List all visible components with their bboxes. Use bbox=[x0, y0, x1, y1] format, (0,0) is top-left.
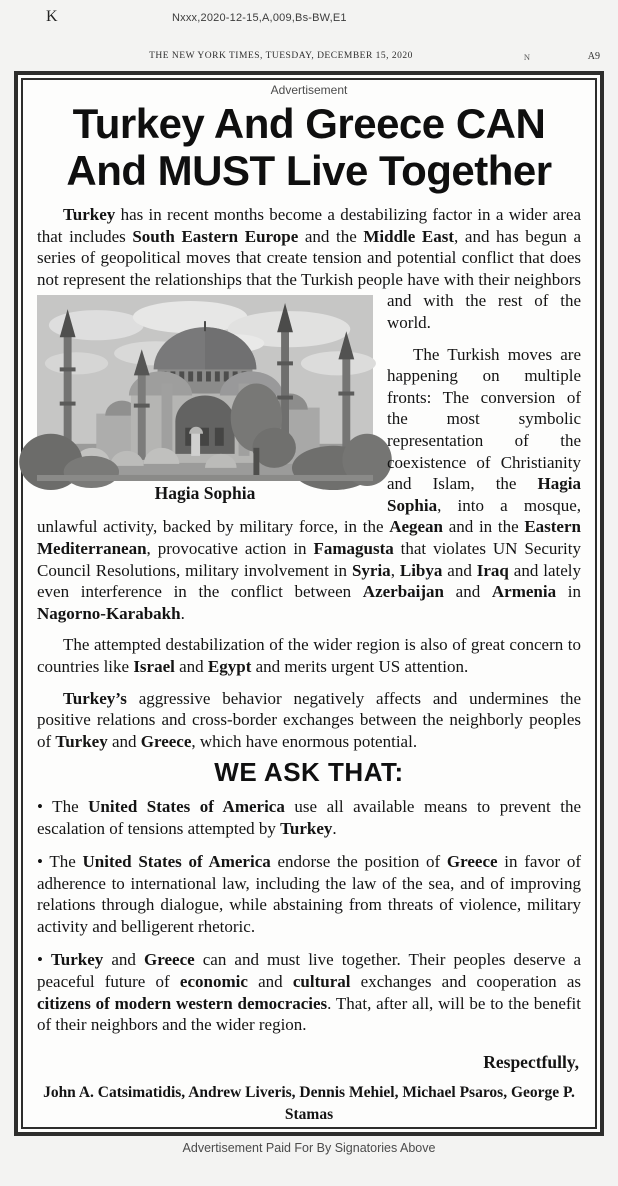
advertisement-label: Advertisement bbox=[270, 83, 348, 97]
advertisement-inner-frame bbox=[21, 78, 597, 1155]
paragraph-turkish-moves: The Turkish moves are happening on multiple fronts: The conversion of the most symbolic representation of the coexistence of Christianity and Islam, the Hagia Sophia, into a mosque, unlawful activity, backed by military force, in the Aegean and in the Eastern Mediterranean, provocative action in Famagusta that violates UN Security Council Resolutions, military involvement in Syria, Libya and Iraq and lately even interference in the conflict between Azerbaijan and Armenia in Nagorno-Karabakh. bbox=[37, 344, 582, 623]
ad-headline bbox=[37, 100, 581, 194]
ad-body bbox=[37, 204, 581, 1159]
respectfully-line: Respectfully, bbox=[483, 1051, 579, 1072]
page-header bbox=[0, 0, 618, 70]
bullet-endorse-greece: • The United States of America endorse the position of Greece in favor of adherence to international law, including the law of the sea, and of improving relations through dialogue, while abstaining from threats of violence, military activity and belligerent rhetoric. bbox=[37, 852, 581, 936]
print-slug: Nxxx,2020-12-15,A,009,Bs-BW,E1 bbox=[172, 12, 347, 24]
hagia-sophia-figure bbox=[37, 295, 373, 505]
paragraph-destabilization: The attempted destabilization of the wider region is also of great concern to countries like Israel and Egypt and merits urgent US attention. bbox=[37, 635, 581, 676]
signatories-line: John A. Catsimatidis, Andrew Liveris, Dennis Mehiel, Michael Psaros, George P. Stamas bbox=[43, 1084, 575, 1124]
masthead-title: THE NEW YORK TIMES, TUESDAY, DECEMBER 15, 2020 bbox=[149, 51, 413, 61]
hagia-sophia-photo bbox=[37, 295, 373, 481]
bullet-prevent-escalation: • The United States of America use all available means to prevent the escalation of tensions attempted by Turkey. bbox=[37, 796, 581, 838]
bullet-live-together: • Turkey and Greece can and must live together. Their peoples deserve a peaceful future of economic and cultural exchanges and cooperation as citizens of modern western democracies. That, after all, will be to the benefit of their neighbors and the wider region. bbox=[37, 950, 582, 1035]
edition-letter: N bbox=[523, 52, 530, 62]
ad-headline-line2: And MUST Live Together bbox=[66, 147, 552, 195]
ad-headline-line1: Turkey And Greece CAN bbox=[72, 100, 546, 147]
paragraph-aggressive-behavior: Turkey’s aggressive behavior negatively affects and undermines the positive relations and cross-border exchanges between the neighborly peoples of Turkey and Greece, which have enormous potential. bbox=[37, 688, 581, 751]
page-number: A9 bbox=[587, 51, 600, 62]
paid-for-note: Advertisement Paid For By Signatories Above bbox=[182, 1140, 436, 1155]
advertisement-box bbox=[14, 71, 604, 1155]
paragraph-intro-continued: with their neighbors and with the rest of the world. bbox=[387, 269, 582, 333]
we-ask-heading: WE ASK THAT: bbox=[214, 757, 404, 788]
paragraph-intro-text: Turkey has in recent months become a destabilizing factor in a wider area that includes South Eastern Europe and the Middle East, and has begun a series of geopolitical moves that create tension and potential conflict that does not represent the relationships that the Turkish people have bbox=[37, 205, 581, 289]
photo-caption: Hagia Sophia bbox=[154, 483, 256, 504]
masthead-row bbox=[0, 51, 618, 65]
press-mark: K bbox=[46, 8, 58, 25]
